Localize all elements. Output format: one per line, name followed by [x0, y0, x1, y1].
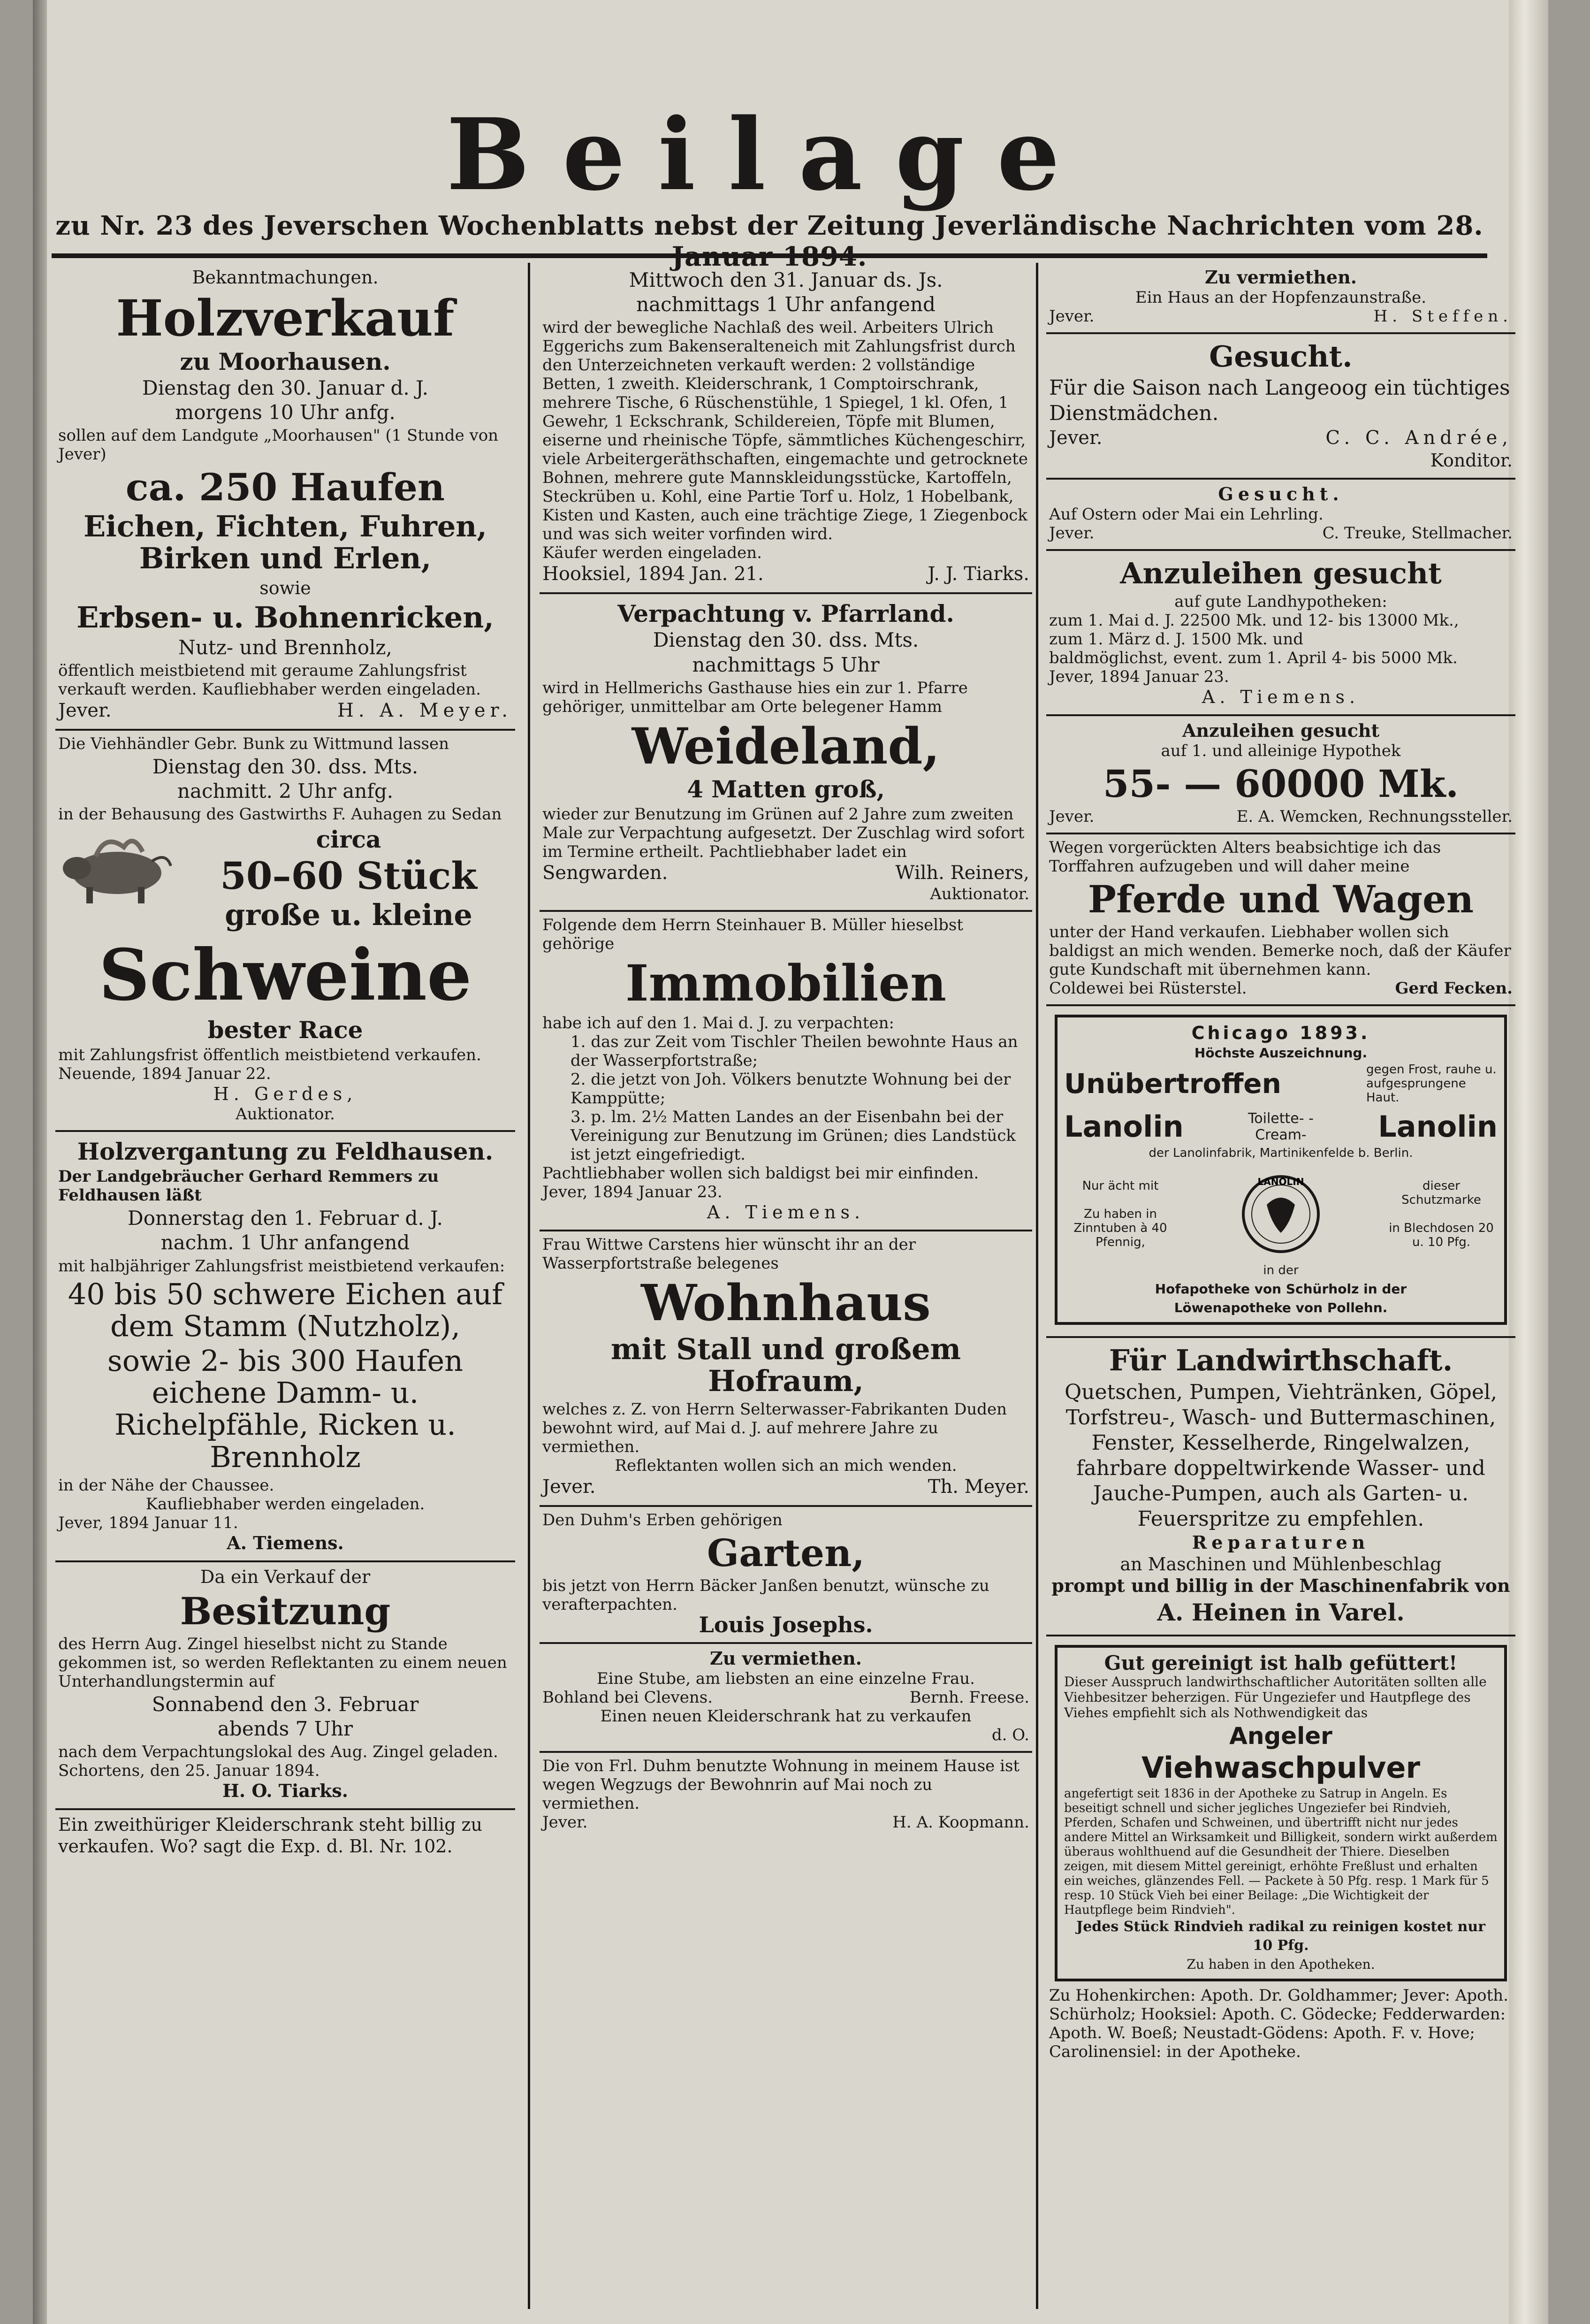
ad-signature-row [1049, 426, 1513, 450]
lanolin-unu: Unübertroffen [1064, 1068, 1281, 1100]
ad-line-3: baldmöglichst, event. zum 1. April 4- bis 5000 Mk. [1049, 649, 1458, 668]
ad-headline: Garten, [707, 1530, 865, 1575]
ad-lead: Wegen vorgerückten Alters beabsichtige ich das Torffahren aufzugeben und will daher meine [1049, 838, 1441, 876]
ad-place: zu Moorhausen. [180, 347, 391, 375]
ad-schweine [55, 731, 515, 1132]
ad-size: 4 Matten groß, [687, 775, 885, 803]
ad-lead: Da ein Verkauf der [200, 1566, 371, 1587]
ad-headline: Gesucht. [1218, 483, 1344, 505]
vieh-price: Jedes Stück Rindvieh radikal zu reinigen kostet nur 10 Pfg. [1076, 1918, 1485, 1954]
lanolin-cream: Toilette- -Cream- [1248, 1110, 1314, 1143]
ad-body: Für die Saison nach Langeoog ein tüchtiges Dienstmädchen. [1049, 376, 1510, 426]
ad-sig-name-2: d. O. [991, 1725, 1029, 1744]
ad-sig-role: Auktionator. [236, 1105, 335, 1124]
lanolin-award: Höchste Auszeichnung. [1194, 1045, 1368, 1061]
ad-headline: Holzverkauf [116, 289, 455, 347]
ad-body: Ein Haus an der Hopfenzaunstraße. [1135, 288, 1427, 307]
ad-rep: Reparaturen [1192, 1531, 1370, 1553]
ad-line-2: zum 1. März d. J. 1500 Mk. und [1049, 630, 1304, 649]
lanolin-left-col [1064, 1179, 1177, 1249]
ad-sig-place: Coldewei bei Rüsterstel. [1049, 979, 1247, 998]
ad-sig-name: H. A. Meyer. [337, 699, 512, 721]
ad-sig-place: Sengwarden. [542, 862, 668, 884]
ad-offer-1: 40 bis 50 schwere Eichen auf dem Stamm (Nutzholz), [68, 1277, 503, 1343]
ad-body: bis jetzt von Herrn Bäcker Janßen benutzt, wünsche zu verafterpachten. [542, 1576, 989, 1614]
ad-headline: Besitzung [180, 1589, 391, 1633]
ad-sig-name: C. C. Andrée, [1325, 427, 1513, 449]
lanolin-brand-row [1064, 1109, 1498, 1144]
ad-time: nachmitt. 2 Uhr anfg. [177, 779, 394, 803]
ad-dateline: Schortens, den 25. Januar 1894. [58, 1761, 320, 1781]
ad-garten [540, 1507, 1032, 1644]
ad-lead: Den Duhm's Erben gehörigen [542, 1510, 783, 1529]
ad-body: welches z. Z. von Herrn Selterwasser-Fabrikanten Duden bewohnt wird, auf Mai d. J. auf mehrere Jahre zu vermiethen. [542, 1399, 1007, 1456]
ad-dateline: Jever, 1894 Januar 23. [542, 1182, 723, 1201]
ad-signature-row [1049, 979, 1513, 998]
ad-time: abends 7 Uhr [217, 1717, 353, 1740]
ad-sig-name: Gerd Fecken. [1395, 979, 1513, 998]
ad-headline: Anzuleihen gesucht [1182, 720, 1380, 742]
ad-sig-role: Auktionator. [930, 885, 1029, 904]
ad-subhead: mit Stall und großem Hofraum, [610, 1331, 961, 1398]
ad-body: des Herrn Aug. Zingel hieselbst nicht zu Stande gekommen ist, so werden Reflektanten zu einem neuen Unterhandlungstermin auf [58, 1634, 507, 1691]
ad-date: Dienstag den 30. dss. Mts. [152, 755, 418, 778]
ad-item-3: 3. p. lm. 2½ Matten Landes an der Eisenbahn bei der Vereinigung zur Benutzung im Grünen; dies Landstück ist jetzt eingefriedigt. [571, 1107, 1016, 1164]
column-2 [540, 263, 1032, 2314]
ad-dateline: Hooksiel, 1894 Jan. 21. [542, 563, 764, 585]
lanolin-apo-2: Löwenapotheke von Pollehn. [1174, 1300, 1388, 1316]
ad-race: bester Race [207, 1016, 363, 1044]
ad-besitzung [55, 1562, 515, 1810]
ad-body: wird in Hellmerichs Gasthause hies ein zur 1. Pfarre gehöriger, unmittelbar am Orte belegener Hamm [542, 678, 968, 716]
ad-nutzholz: Nutz- und Brennholz, [178, 635, 392, 659]
ad-rep-3: prompt und billig in der Maschinenfabrik von [1051, 1575, 1510, 1596]
ad-signature-row [542, 861, 1029, 885]
ad-lanolin [1046, 1006, 1515, 1338]
lanolin-left: Zu haben in Zinntuben à 40 Pfennig, [1073, 1207, 1167, 1250]
ad-headline: Holzvergantung zu Feldhausen. [77, 1138, 494, 1166]
ad-headline: Schweine [99, 934, 472, 1017]
ad-subhead: auf gute Landhypotheken: [1174, 592, 1387, 612]
ad-signature-row [1049, 524, 1513, 543]
ad-body: mit Zahlungsfrist öffentlich meistbietend verkaufen. [58, 1046, 481, 1065]
lanolin-unu-row [1064, 1063, 1498, 1105]
header-rule [52, 253, 1487, 258]
ad-body: Die von Frl. Duhm benutzte Wohnung in meinem Hause ist wegen Wegzugs der Bewohnrin auf Mai noch zu vermiethen. [542, 1756, 1020, 1813]
ad-wood-types: Eichen, Fichten, Fuhren, Birken und Erlen, [84, 509, 487, 576]
ad-date: Donnerstag den 1. Februar d. J. [128, 1207, 443, 1230]
ad-time: morgens 10 Uhr anfg. [175, 400, 396, 424]
pig-illustration [58, 828, 175, 908]
ad-sig-name: A. Tiemens. [1202, 687, 1360, 708]
ad-headline: Verpachtung v. Pfarrland. [617, 600, 954, 628]
ad-dateline: Neuende, 1894 Januar 22. [58, 1064, 271, 1084]
lanolin-apo-1: Hofapotheke von Schürholz in der [1155, 1281, 1407, 1297]
ad-date: Dienstag den 30. dss. Mts. [653, 628, 919, 652]
ad-headline: Pferde und Wagen [1088, 877, 1474, 922]
ad-sig-place: Jever. [1049, 807, 1095, 826]
ad-body: Quetschen, Pumpen, Viehtränken, Göpel, Torfstreu-, Wasch- und Buttermaschinen, Fenster, Kesselherde, Ringelwalzen, fahrbare doppeltwirkende Wasser- und Jauche-Pumpen, auch als Garten- u. Feuerspritze zu empfehlen. [1065, 1380, 1497, 1531]
ad-sig-role: Konditor. [1430, 450, 1513, 471]
ad-signature-row [1049, 807, 1513, 826]
lanolin-brand-left: Lanolin [1064, 1109, 1184, 1144]
ad-sig-place: Jever. [1049, 427, 1103, 449]
ad-circa: circa [316, 826, 381, 854]
vieh-quote: Dieser Ausspruch landwirthschaftlicher Autoritäten sollten alle Viehbesitzer beherzigen. Für Ungeziefer und Hautpflege des Viehes empfiehlt sich als Nothwendigkeit das [1064, 1674, 1487, 1720]
ad-item-1: 1. das zur Zeit vom Tischler Theilen bewohnte Haus an der Wasserpfortstraße; [571, 1032, 1018, 1070]
ad-signature-row [542, 562, 1029, 586]
ad-body: öffentlich meistbietend mit geraume Zahlungsfrist verkauft werden. Kaufliebhaber werden eingeladen. [58, 661, 481, 699]
lanolin-nur: Nur ächt mit [1082, 1179, 1159, 1193]
ad-sig-name: A. Tiemens. [707, 1201, 865, 1223]
ad-signature-row [542, 1813, 1029, 1832]
ad-lead: Die Viehhändler Gebr. Bunk zu Wittmund lassen [58, 734, 449, 753]
ad-body-2: Einen neuen Kleiderschrank hat zu verkaufen [600, 1706, 972, 1726]
ad-headline: Zu vermiethen. [710, 1647, 862, 1669]
vieh-headline: Viehwaschpulver [1141, 1750, 1421, 1785]
ad-sig-name: Louis Josephs. [699, 1612, 873, 1637]
ad-sig-name: J. J. Tiarks. [928, 563, 1029, 585]
ad-time: nachmittags 5 Uhr [692, 653, 880, 676]
ad-holzverkauf [55, 263, 515, 731]
ad-sig-place: Jever. [542, 1812, 588, 1832]
ad-gesucht-1 [1046, 334, 1515, 480]
ad-dateline: Jever, 1894 Januar 11. [58, 1513, 238, 1532]
newspaper-page [33, 0, 1548, 2324]
column-divider-2 [1036, 263, 1038, 2309]
page-shadow-left [33, 0, 47, 2324]
ad-sig-name: H. Gerdes, [213, 1084, 358, 1105]
ad-sig-place: Jever. [58, 699, 112, 721]
ad-dateline: Jever, 1894 Januar 23. [1049, 667, 1229, 687]
ad-sig-name: C. Treuke, Stellmacher. [1322, 524, 1513, 543]
ad-sig-name: H. O. Tiarks. [222, 1780, 348, 1802]
ad-body: Pachtliebhaber wollen sich baldigst bei mir einfinden. [542, 1163, 979, 1183]
ad-rep-2: an Maschinen und Mühlenbeschlag [1120, 1553, 1442, 1575]
ad-sig-place: Jever. [542, 1475, 596, 1498]
lanolin-in: in der [1263, 1263, 1299, 1278]
ad-location: sollen auf dem Landgute „Moorhausen" (1 Stunde von Jever) [58, 426, 499, 464]
ad-lead: Folgende dem Herrn Steinhauer B. Müller hieselbst gehörige [542, 916, 964, 954]
ad-sig-place: Jever. [1049, 524, 1095, 543]
vieh-brand: Angeler [1229, 1722, 1332, 1750]
ad-nachlass [540, 263, 1032, 594]
ad-invitation: Käufer werden eingeladen. [542, 543, 762, 563]
ad-body: Eine Stube, am liebsten an eine einzelne Frau. [596, 1669, 975, 1688]
ad-lead: Frau Wittwe Carstens hier wünscht ihr an der Wasserpfortstraße belegenes [542, 1235, 916, 1273]
ad-headline: Anzuleihen gesucht [1120, 556, 1442, 591]
ad-headline: Gesucht. [1209, 339, 1353, 374]
ad-line-1: zum 1. Mai d. J. 22500 Mk. und 12- bis 13000 Mk., [1049, 611, 1459, 630]
ad-body-2: wieder zur Benutzung im Grünen auf 2 Jahre zum zweiten Male zur Verpachtung aufgesetzt. Der Zuschlag wird sofort im Termine ertheilt. Pachtliebhaber ladet ein [542, 805, 1025, 862]
ad-date: Mittwoch den 31. Januar ds. Js. [629, 268, 943, 291]
supplement-subtitle: zu Nr. 23 des Jeverschen Wochenblatts nebst der Zeitung Jeverländische Nachrichten vom 28. Januar 1894. [55, 210, 1483, 272]
ad-date: Sonnabend den 3. Februar [152, 1692, 419, 1716]
ad-headline: Zu vermiethen. [1205, 267, 1357, 288]
lanolin-unu-side: gegen Frost, rauhe u. aufgesprungene Haut. [1366, 1063, 1497, 1105]
ad-body: Ein zweithüriger Kleiderschrank steht billig zu verkaufen. Wo? sagt die Exp. d. Bl. Nr. 102. [58, 1814, 482, 1857]
vieh-body: angefertigt seit 1836 in der Apotheke zu Satrup in Angeln. Es beseitigt schnell und sicher jegliches Ungeziefer bei Rindvieh, Pferden, Schafen und Schweinen, und übertrifft nicht nur jedes andere Mittel an Wirksamkeit und Billigkeit, sondern wirkt außerdem überaus wohlthuend auf die Gesundheit der Thiere. Dieselben zeigen, mit diesem Mittel gereinigt, erhöhte Freßlust und erhalten ein weiches, glänzendes Fell. — Packete à 50 Pfg. resp. 1 Mark für 5 resp. 10 Stück Vieh bei einer Beilage: „Die Wichtigkeit der Hautpflege beim Rindvieh". [1064, 1786, 1498, 1917]
ad-sig-place: Bohland bei Clevens. [542, 1688, 713, 1707]
ad-signature-row [58, 699, 512, 722]
lanolin-box [1055, 1015, 1507, 1325]
ad-invitation: Reflektanten wollen sich an mich wenden. [615, 1456, 957, 1475]
ad-gesucht-2 [1046, 480, 1515, 551]
ad-payment: mit halbjähriger Zahlungsfrist meistbietend verkaufen: [58, 1256, 505, 1276]
lanolin-mark-row [1064, 1167, 1498, 1261]
ad-wohnhaus [540, 1231, 1032, 1507]
lanolin-schutz: dieser Schutzmarke [1401, 1179, 1481, 1208]
ad-count: 50–60 Stück [220, 854, 477, 898]
ad-duhm [540, 1753, 1032, 1838]
ad-location: in der Behausung des Gastwirths F. Auhagen zu Sedan [58, 805, 502, 824]
ad-time: nachmittags 1 Uhr anfangend [636, 293, 936, 316]
ad-date: Dienstag den 30. Januar d. J. [142, 376, 428, 399]
column-1 [55, 263, 515, 2314]
ad-feldhausen [55, 1132, 515, 1562]
ad-kleiderschrank [55, 1810, 515, 1864]
ad-sig-name: H. A. Koopmann. [892, 1812, 1029, 1832]
vieh-slogan: Gut gereinigt ist halb gefüttert! [1104, 1651, 1458, 1674]
ad-viehwaschpulver [1046, 1636, 1515, 2068]
vieh-avail: Zu haben in den Apotheken. [1187, 1956, 1375, 1972]
ad-headline: Immobilien [625, 954, 947, 1013]
lanolin-top: Chicago 1893. [1191, 1023, 1370, 1044]
ad-body: Auf Ostern oder Mai ein Lehrling. [1049, 505, 1324, 524]
ad-kicker: Bekanntmachungen. [192, 267, 379, 288]
ad-sig-place: Jever. [1049, 307, 1095, 326]
ad-sig-name: Th. Meyer. [928, 1475, 1029, 1498]
lanolin-right: in Blechdosen 20 u. 10 Pfg. [1389, 1221, 1494, 1250]
ad-stube [540, 1644, 1032, 1753]
ad-offer-2: sowie 2- bis 300 Haufen eichene Damm- u. Richelpfähle, Ricken u. Brennholz [107, 1344, 464, 1474]
column-3 [1046, 263, 1515, 2314]
ad-intro: habe ich auf den 1. Mai d. J. zu verpachten: [542, 1013, 894, 1032]
ad-sig-name: A. Tiemens. [227, 1532, 344, 1553]
ad-item-2: 2. die jetzt von Joh. Völkers benutzte Wohnung bei der Kamppütte; [571, 1070, 1011, 1108]
ad-erbsen: Erbsen- u. Bohnenricken, [76, 600, 494, 635]
ad-sig-name: Wilh. Reiners, [895, 862, 1029, 884]
ad-subhead: auf 1. und alleinige Hypothek [1161, 742, 1401, 761]
ad-sig-name: H. Steffen. [1373, 307, 1513, 326]
ad-sig-name: E. A. Wemcken, Rechnungssteller. [1236, 807, 1513, 826]
ad-headline-2: Weideland, [631, 716, 940, 775]
ad-pferde [1046, 834, 1515, 1006]
lanolin-right-col [1385, 1179, 1498, 1249]
ad-pfarrland [540, 594, 1032, 912]
ad-invitation: Kaufliebhaber werden eingeladen. [145, 1494, 425, 1514]
ad-amount: 55- — 60000 Mk. [1103, 762, 1459, 806]
supplement-title: Beilage [446, 97, 1093, 213]
ad-lead: Der Landgebräucher Gerhard Remmers zu Feldhausen läßt [58, 1167, 439, 1205]
ad-time: nachm. 1 Uhr anfangend [160, 1231, 410, 1254]
ad-landwirthschaft [1046, 1338, 1515, 1636]
ad-headline: Für Landwirthschaft. [1109, 1343, 1453, 1378]
ad-sig-name: Bernh. Freese. [909, 1688, 1029, 1707]
ad-sig-name: A. Heinen in Varel. [1157, 1598, 1405, 1626]
lanolin-logo-text: LANOLIN [1257, 1176, 1304, 1188]
ad-anzuleihen-2 [1046, 716, 1515, 834]
supplement-header [52, 97, 1487, 272]
ad-signature-row [1049, 307, 1513, 326]
ad-vermiethen [1046, 263, 1515, 334]
ad-immobilien [540, 912, 1032, 1231]
ad-headline: Wohnhaus [641, 1273, 931, 1332]
lanolin-brand-right: Lanolin [1378, 1109, 1498, 1144]
lanolin-maker: der Lanolinfabrik, Martinikenfelde b. Berlin. [1149, 1146, 1413, 1161]
ad-anzuleihen-1 [1046, 551, 1515, 716]
ad-size: große u. kleine [225, 898, 472, 933]
ad-near: in der Nähe der Chaussee. [58, 1475, 274, 1495]
vieh-box [1055, 1645, 1507, 1981]
column-divider-1 [528, 263, 530, 2309]
ad-signature-row [542, 1688, 1029, 1707]
ad-quantity: ca. 250 Haufen [125, 465, 445, 509]
ad-signature-row [542, 1475, 1029, 1498]
ad-location: nach dem Verpachtungslokal des Aug. Zingel geladen. [58, 1743, 498, 1762]
lanolin-trademark-icon [1229, 1167, 1332, 1261]
ad-body: wird der bewegliche Nachlaß des weil. Arbeiters Ulrich Eggerichs zum Bakenseralteneich mit Zahlungsfrist durch den Unterzeichneten verkauft werden: 2 vollständige Betten, 1 zweith. Kleiderschrank, 1 Comptoirschrank, mehrere Tische, 6 Rüschenstühle, 1 Spiegel, 1 kl. Ofen, 1 Gewehr, 1 Eckschrank, Schildereien, Töpfe mit Blumen, eiserne und rheinische Töpfe, sämmtliches Küchengeschirr, viele Arbeitergeräthschaften, eingemachte und getrocknete Bohnen, mehrere gute Mannskleidungsstücke, Kartoffeln, Steckrüben u. Kohl, eine Partie Torf u. Holz, 1 Hobelbank, Kisten und Kasten, auch eine trächtige Ziege, 1 Ziegenbock und was sich weiter vorfinden wird. [542, 318, 1028, 544]
vieh-list: Zu Hohenkirchen: Apoth. Dr. Goldhammer; Jever: Apoth. Schürholz; Hooksiel: Apoth. C. Gödecke; Fedderwarden: Apoth. W. Boeß; Neustadt-Gödens: Apoth. F. v. Hove; Carolinensiel: in der Apotheke. [1049, 1986, 1508, 2061]
ad-sowie: sowie [259, 578, 311, 599]
ad-body: unter der Hand verkaufen. Liebhaber wollen sich baldigst an mich wenden. Bemerke noch, daß der Käufer gute Kundschaft mit übernehmen kann. [1049, 923, 1511, 979]
